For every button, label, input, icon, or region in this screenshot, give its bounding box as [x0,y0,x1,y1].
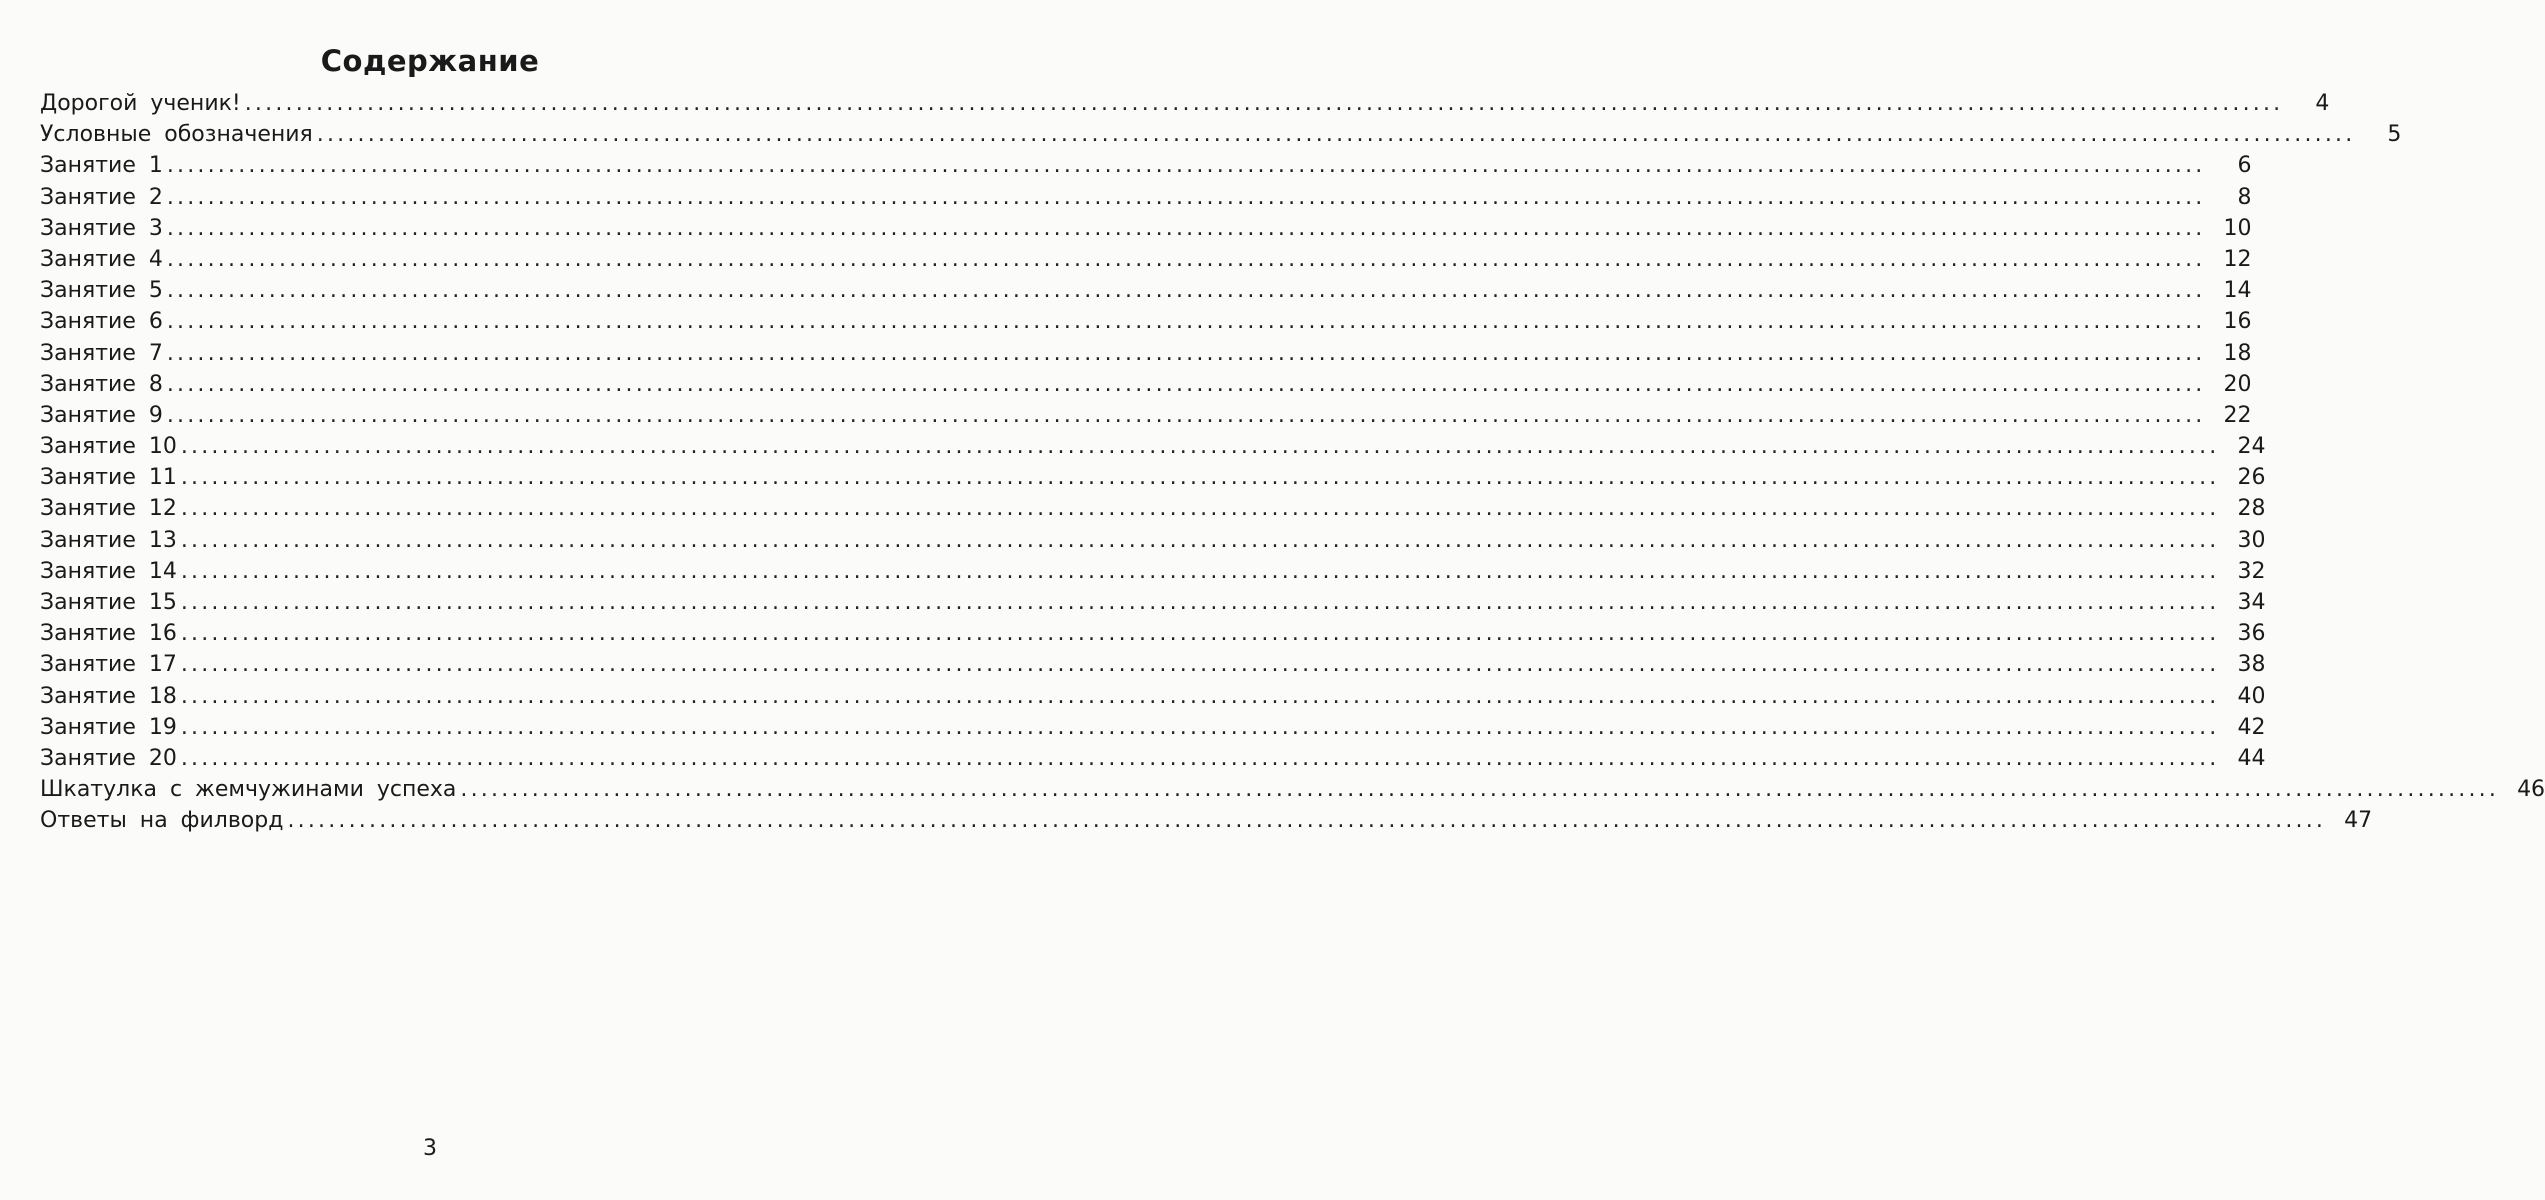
toc-entry [40,309,2252,340]
toc-entry-label: Занятие 11 [40,465,177,491]
toc-dot-leader: ........................................................................................................................................................................................................ [287,808,2327,834]
toc-dot-leader: ........................................................................................................................................................................................................ [180,683,2220,709]
toc-dot-leader: ........................................................................................................................................................................................................ [460,777,2500,803]
toc-entry-page: 20 [2223,371,2252,397]
toc-entry-label: Условные обозначения [40,122,313,148]
toc-entry-page: 12 [2223,246,2252,272]
toc-entry [40,278,2252,309]
toc-entry-label: Занятие 15 [40,590,177,615]
toc-entry [40,590,2266,621]
toc-entry [40,122,2402,153]
toc-entry-label: Занятие 2 [40,184,163,210]
toc-entry [40,215,2252,247]
toc-entry-label: Занятие 8 [40,371,163,397]
toc-entry-page: 40 [2237,683,2266,709]
toc-entry-label: Занятие 19 [40,714,177,740]
toc-entry-label: Занятие 18 [40,683,177,709]
toc-entry-page: 46 [2517,777,2545,803]
toc-dot-leader: ........................................................................................................................................................................................................ [180,558,2220,584]
toc-entry-page: 38 [2237,652,2266,678]
toc-entry-page: 28 [2237,496,2266,522]
toc-entry-label: Занятие 16 [40,621,177,647]
toc-entry-page: 26 [2237,465,2266,491]
toc-entry-label: Занятие 6 [40,309,163,335]
toc-entry-page: 8 [2237,184,2252,210]
toc-dot-leader: ........................................................................................................................................................................................................ [180,527,2220,553]
toc-entry [40,153,2252,184]
toc-entry-label: Занятие 1 [40,153,163,179]
page-number: 3 [423,1136,437,1161]
toc-entry [40,714,2266,746]
toc-dot-leader: ........................................................................................................................................................................................................ [180,745,2220,771]
toc-entry [40,402,2252,434]
toc-entry [40,745,2266,777]
toc-entry-page: 16 [2223,309,2252,335]
toc-dot-leader: ........................................................................................................................................................................................................ [166,278,2206,304]
toc-entry-label: Занятие 10 [40,434,177,460]
toc-entry-label: Занятие 4 [40,246,163,272]
toc-entry [40,371,2252,403]
toc-dot-leader: ........................................................................................................................................................................................................ [166,309,2206,335]
toc-entry-label: Занятие 13 [40,527,177,553]
toc-entry [40,465,2266,496]
toc-dot-leader: ........................................................................................................................................................................................................ [166,215,2206,241]
toc-dot-leader: ........................................................................................................................................................................................................ [180,496,2220,522]
toc-dot-leader: ........................................................................................................................................................................................................ [180,621,2220,647]
toc-dot-leader: ........................................................................................................................................................................................................ [166,340,2206,366]
toc-entry-page: 5 [2387,122,2402,148]
toc-entry-page: 14 [2223,278,2252,304]
toc-entry-page: 44 [2237,745,2266,771]
toc-entry [40,246,2252,278]
toc-entry-label: Занятие 17 [40,652,177,678]
toc-dot-leader: ........................................................................................................................................................................................................ [316,122,2356,148]
toc-entry-page: 24 [2237,434,2266,460]
toc-dot-leader: ........................................................................................................................................................................................................ [166,371,2206,397]
toc-entry-page: 36 [2237,621,2266,647]
toc-dot-leader: ........................................................................................................................................................................................................ [166,246,2206,272]
toc-entry [40,621,2266,652]
toc-dot-leader: ........................................................................................................................................................................................................ [180,714,2220,740]
toc-entry-label: Ответы на филворд [40,808,284,834]
toc-entry-page: 4 [2315,91,2330,116]
toc-entry-label: Занятие 12 [40,496,177,522]
toc-entry-page: 42 [2237,714,2266,740]
toc-dot-leader: ........................................................................................................................................................................................................ [180,434,2220,460]
toc-entry-page: 34 [2237,590,2266,615]
toc-entry-label: Дорогой ученик! [40,91,241,116]
toc-entry-page: 30 [2237,527,2266,553]
toc-entry [40,434,2266,465]
toc-dot-leader: ........................................................................................................................................................................................................ [180,590,2220,615]
table-of-contents [40,91,2545,840]
toc-entry [40,683,2266,715]
toc-entry [40,808,2373,839]
toc-entry [40,496,2266,527]
toc-entry-label: Занятие 14 [40,558,177,584]
toc-entry [40,91,2330,122]
toc-entry-label: Занятие 7 [40,340,163,366]
toc-entry [40,184,2252,216]
toc-dot-leader: ........................................................................................................................................................................................................ [180,465,2220,491]
toc-entry-page: 22 [2223,402,2252,428]
toc-dot-leader: ........................................................................................................................................................................................................ [244,91,2284,116]
toc-entry [40,777,2545,808]
toc-dot-leader: ........................................................................................................................................................................................................ [180,652,2220,678]
toc-entry-label: Занятие 3 [40,215,163,241]
page-title: Содержание [320,44,540,78]
toc-dot-leader: ........................................................................................................................................................................................................ [166,184,2206,210]
toc-entry-label: Шкатулка с жемчужинами успеха [40,777,457,803]
toc-entry-label: Занятие 20 [40,745,177,771]
toc-entry [40,527,2266,559]
toc-entry-page: 18 [2223,340,2252,366]
toc-entry-label: Занятие 5 [40,278,163,304]
toc-entry [40,558,2266,590]
toc-entry [40,340,2252,372]
toc-dot-leader: ........................................................................................................................................................................................................ [166,402,2206,428]
toc-dot-leader: ........................................................................................................................................................................................................ [166,153,2206,179]
toc-entry-page: 6 [2237,153,2252,179]
toc-entry-page: 32 [2237,558,2266,584]
toc-entry-label: Занятие 9 [40,402,163,428]
toc-entry-page: 47 [2344,808,2373,834]
toc-entry [40,652,2266,683]
toc-entry-page: 10 [2223,215,2252,241]
